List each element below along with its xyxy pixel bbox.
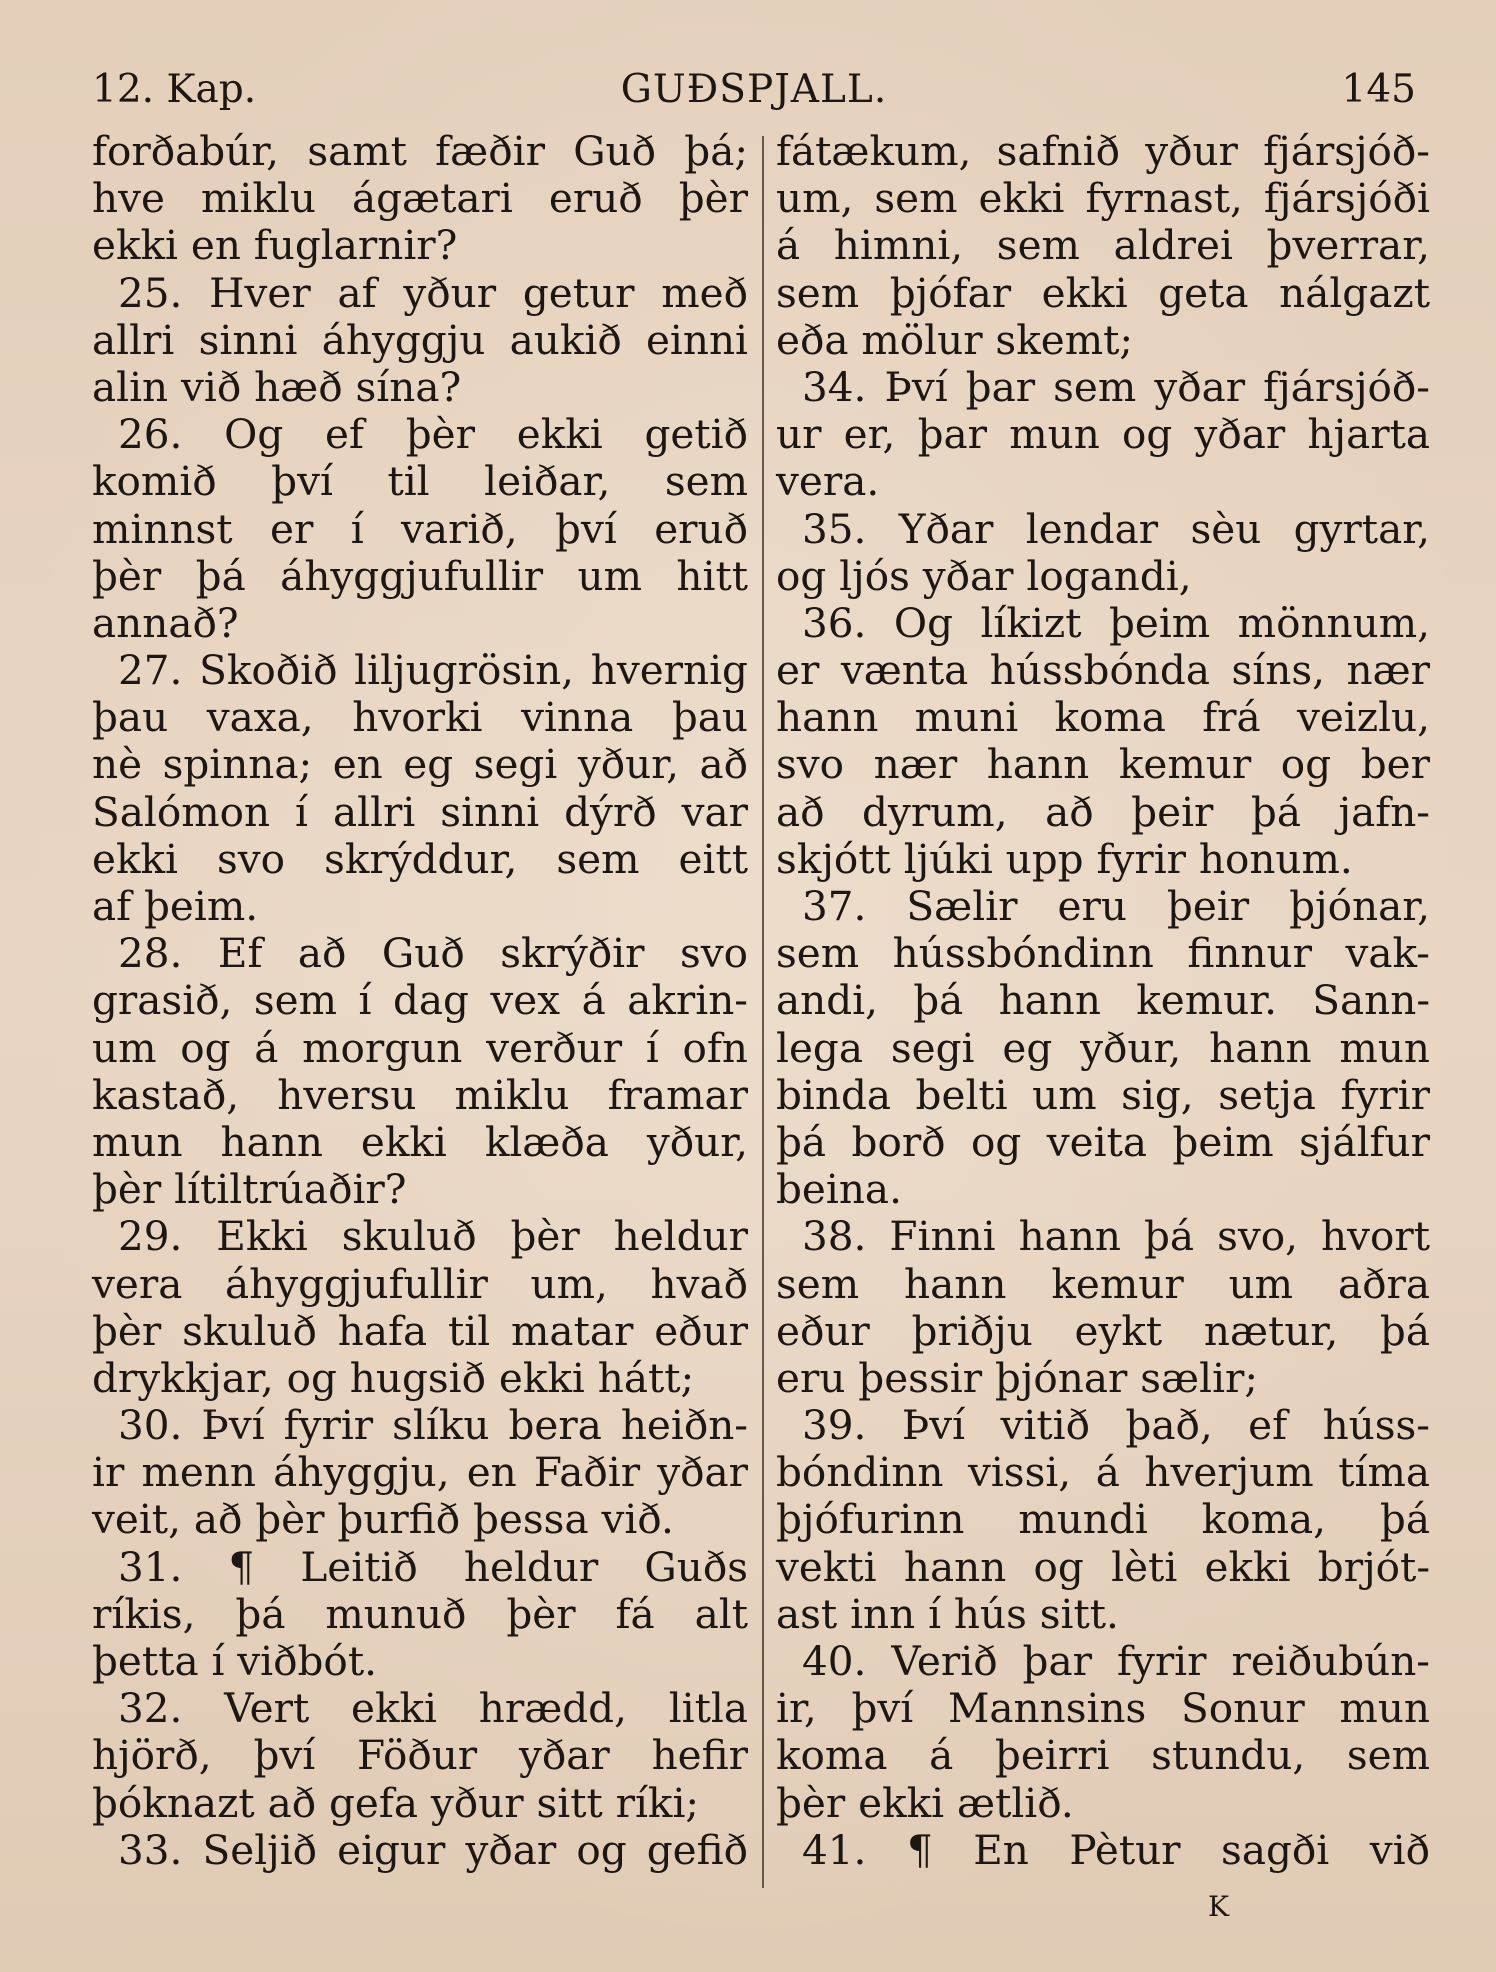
text-line: 33. Seljið eigur yðar og gefið [118, 1825, 748, 1874]
text-line: beina. [776, 1165, 902, 1214]
text-line: 25. Hver af yður getur með [118, 268, 748, 317]
text-line: koma á þeirri stundu, sem [776, 1731, 1430, 1780]
text-line: 30. Því fyrir slíku bera heiðn- [118, 1401, 748, 1450]
text-line: um og á morgun verður í ofn [92, 1023, 748, 1072]
text-line: alin við hæð sína? [92, 362, 462, 411]
text-line: drykkjar, og hugsið ekki hátt; [92, 1353, 695, 1402]
text-line: sem þjófar ekki geta nálgazt [776, 268, 1430, 317]
text-line: lega segi eg yður, hann mun [776, 1023, 1430, 1072]
text-line: 40. Verið þar fyrir reiðubún- [802, 1637, 1430, 1685]
text-line: grasið, sem í dag vex á akrin- [92, 976, 748, 1025]
text-line: vera. [776, 457, 880, 506]
text-line: þá borð og veita þeim sjálfur [776, 1117, 1430, 1166]
text-line: sem hann kemur um aðra [776, 1259, 1430, 1308]
text-line: 38. Finni hann þá svo, hvort [802, 1212, 1430, 1261]
text-line: annað? [92, 598, 239, 647]
text-line: á himni, sem aldrei þverrar, [776, 221, 1430, 270]
text-line: forðabúr, samt fæðir Guð þá; [92, 127, 748, 175]
left-column [92, 128, 748, 1874]
text-line: eða mölur skemt; [776, 315, 1134, 364]
text-line: vera áhyggjufullir um, hvað [92, 1259, 748, 1308]
text-line: 35. Yðar lendar sèu gyrtar, [802, 504, 1430, 553]
text-line: af þeim. [92, 882, 259, 930]
text-line: ekki en fuglarnir? [92, 221, 458, 270]
running-head [92, 62, 1416, 118]
text-line: Salómon í allri sinni dýrð var [92, 787, 748, 836]
text-line: allri sinni áhyggju aukið einni [92, 315, 748, 364]
text-line: og ljós yðar logandi, [776, 551, 1192, 600]
text-line: hann muni koma frá veizlu, [776, 693, 1430, 742]
text-line: mun hann ekki klæða yður, [92, 1117, 748, 1166]
text-line: veit, að þèr þurfið þessa við. [92, 1495, 674, 1544]
page-number: 145 [1341, 67, 1416, 112]
text-line: þetta í viðbót. [92, 1637, 377, 1685]
text-line: þèr ekki ætlið. [776, 1778, 1074, 1827]
text-line: ast inn í hús sitt. [776, 1589, 1119, 1638]
text-line: ir menn áhyggju, en Faðir yðar [92, 1448, 748, 1497]
text-line: er vænta hússbónda síns, nær [776, 646, 1430, 695]
text-line: 34. Því þar sem yðar fjársjóð- [802, 362, 1430, 411]
text-line: komið því til leiðar, sem [92, 457, 748, 506]
signature-mark: K [1208, 1890, 1229, 1923]
text-line: ir, því Mannsins Sonur mun [776, 1684, 1430, 1733]
text-line: svo nær hann kemur og ber [776, 740, 1430, 789]
text-line: þèr lítiltrúaðir? [92, 1165, 407, 1214]
text-line: hve miklu ágætari eruð þèr [92, 174, 748, 223]
text-line: 36. Og líkizt þeim mönnum, [802, 598, 1430, 647]
text-line: 32. Vert ekki hrædd, litla [118, 1684, 748, 1733]
chapter-label: 12. Kap. [92, 67, 257, 112]
text-line: kastað, hversu miklu framar [92, 1070, 748, 1119]
text-line: andi, þá hann kemur. Sann- [776, 976, 1430, 1025]
text-line: minnst er í varið, því eruð [92, 504, 748, 553]
text-line: þèr þá áhyggjufullir um hitt [92, 551, 748, 600]
text-line: 29. Ekki skuluð þèr heldur [118, 1212, 748, 1261]
text-line: þjófurinn mundi koma, þá [776, 1495, 1430, 1544]
text-line: 31. ¶ Leitið heldur Guðs [118, 1542, 748, 1591]
text-line: fátækum, safnið yður fjársjóð- [776, 127, 1430, 175]
text-line: bóndinn vissi, á hverjum tíma [776, 1448, 1430, 1497]
text-line: 28. Ef að Guð skrýðir svo [118, 929, 748, 978]
text-line: ur er, þar mun og yðar hjarta [776, 410, 1430, 459]
text-line: nè spinna; en eg segi yður, að [92, 740, 748, 789]
text-line: binda belti um sig, setja fyrir [776, 1070, 1430, 1119]
text-line: 37. Sælir eru þeir þjónar, [802, 882, 1430, 930]
text-line: ekki svo skrýddur, sem eitt [92, 834, 748, 883]
text-line: eru þessir þjónar sælir; [776, 1353, 1259, 1402]
text-line: 27. Skoðið liljugrösin, hvernig [118, 646, 748, 695]
text-line: þau vaxa, hvorki vinna þau [92, 693, 748, 742]
column-divider [762, 136, 764, 1888]
text-line: 26. Og ef þèr ekki getið [118, 410, 748, 459]
text-line: ríkis, þá munuð þèr fá alt [92, 1589, 748, 1638]
right-column [776, 128, 1430, 1874]
text-line: sem hússbóndinn finnur vak- [776, 929, 1430, 978]
text-line: 39. Því vitið það, ef húss- [802, 1401, 1430, 1450]
text-line: skjótt ljúki upp fyrir honum. [776, 834, 1353, 883]
running-title: GUÐSPJALL. [620, 67, 888, 112]
text-line: vekti hann og lèti ekki brjót- [776, 1542, 1430, 1591]
text-line: eður þriðju eykt nætur, þá [776, 1306, 1430, 1355]
text-line: 41. ¶ En Pètur sagði við [802, 1825, 1430, 1874]
text-line: þèr skuluð hafa til matar eður [92, 1306, 748, 1355]
text-line: að dyrum, að þeir þá jafn- [776, 787, 1430, 836]
text-line: hjörð, því Föður yðar hefir [92, 1731, 748, 1780]
text-line: um, sem ekki fyrnast, fjársjóði [776, 174, 1430, 223]
text-line: þóknazt að gefa yður sitt ríki; [92, 1778, 700, 1827]
